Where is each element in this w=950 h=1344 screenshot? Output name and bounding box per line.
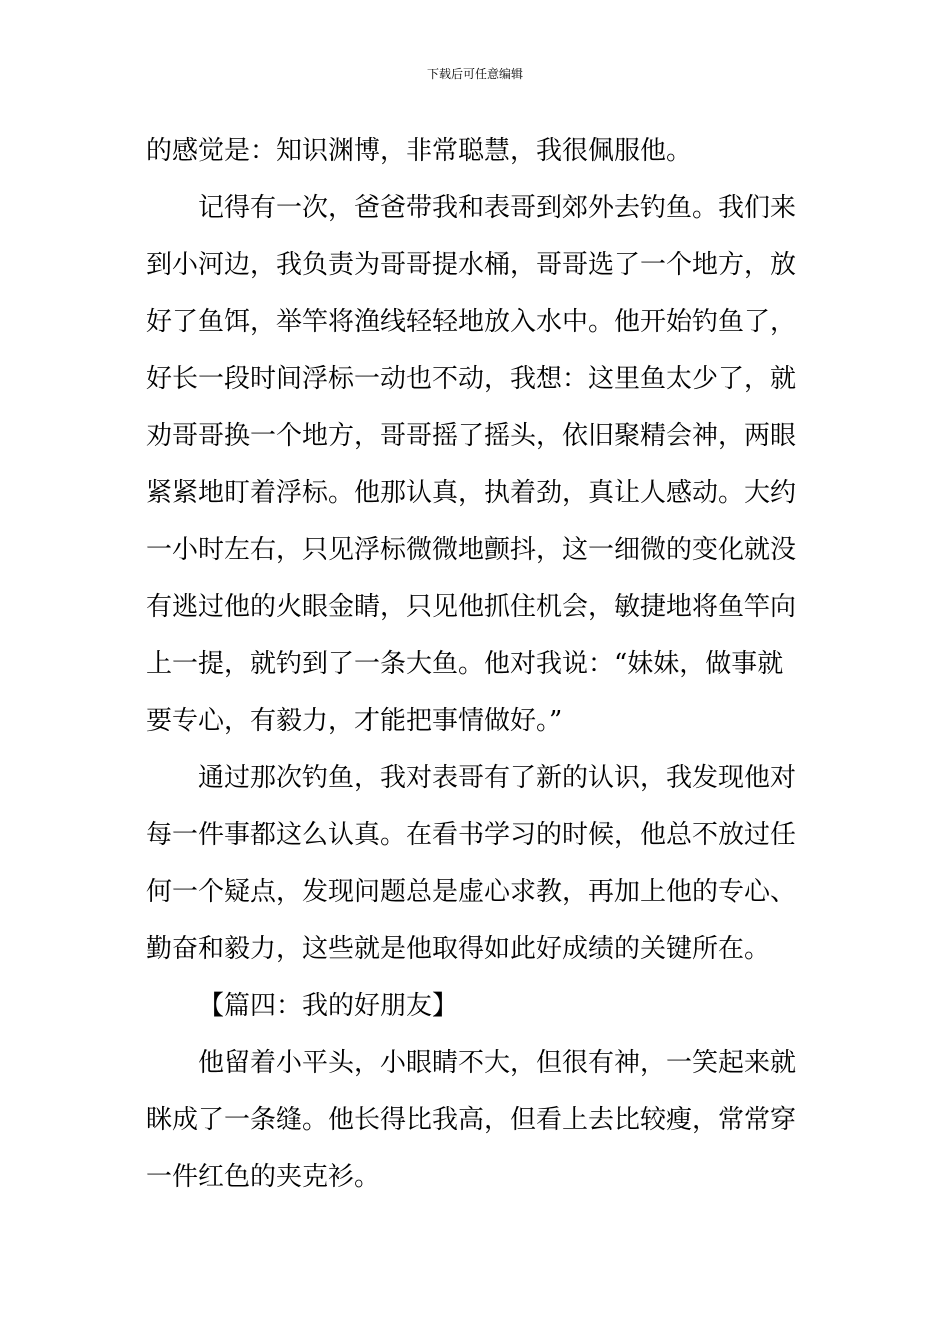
text-line: 每一件事都这么认真。在看书学习的时候，他总不放过任 bbox=[146, 820, 797, 850]
paragraph-first-line: 他留着小平头，小眼睛不大，但很有神，一笑起来就 bbox=[198, 1048, 797, 1078]
paragraph-first-line: 通过那次钓鱼，我对表哥有了新的认识，我发现他对 bbox=[198, 763, 797, 793]
text-line: 好长一段时间浮标一动也不动，我想：这里鱼太少了，就 bbox=[146, 364, 797, 394]
text-line: 要专心，有毅力，才能把事情做好。” bbox=[146, 706, 563, 736]
text-line: 一小时左右，只见浮标微微地颤抖，这一细微的变化就没 bbox=[146, 535, 797, 565]
text-line: 劝哥哥换一个地方，哥哥摇了摇头，依旧聚精会神，两眼 bbox=[146, 421, 797, 451]
page-header: 下载后可任意编辑 bbox=[426, 67, 523, 81]
text-line: 上一提，就钓到了一条大鱼。他对我说：“妹妹，做事就 bbox=[146, 649, 784, 679]
section-heading: 【篇四：我的好朋友】 bbox=[198, 991, 459, 1021]
text-line: 有逃过他的火眼金睛，只见他抓住机会，敏捷地将鱼竿向 bbox=[146, 592, 797, 622]
text-line: 何一个疑点，发现问题总是虚心求教，再加上他的专心、 bbox=[146, 877, 797, 907]
document-body bbox=[146, 123, 808, 1206]
text-line: 眯成了一条缝。他长得比我高，但看上去比较瘦，常常穿 bbox=[146, 1105, 797, 1135]
text-line: 的感觉是：知识渊博，非常聪慧，我很佩服他。 bbox=[146, 136, 693, 166]
text-line: 勤奋和毅力，这些就是他取得如此好成绩的关键所在。 bbox=[146, 934, 771, 964]
paragraph-first-line: 记得有一次，爸爸带我和表哥到郊外去钓鱼。我们来 bbox=[198, 193, 797, 223]
text-line: 紧紧地盯着浮标。他那认真，执着劲，真让人感动。大约 bbox=[146, 478, 797, 508]
text-line: 好了鱼饵，举竿将渔线轻轻地放入水中。他开始钓鱼了， bbox=[146, 307, 797, 337]
text-line: 到小河边，我负责为哥哥提水桶，哥哥选了一个地方，放 bbox=[146, 250, 797, 280]
text-line: 一件红色的夹克衫。 bbox=[146, 1162, 381, 1192]
